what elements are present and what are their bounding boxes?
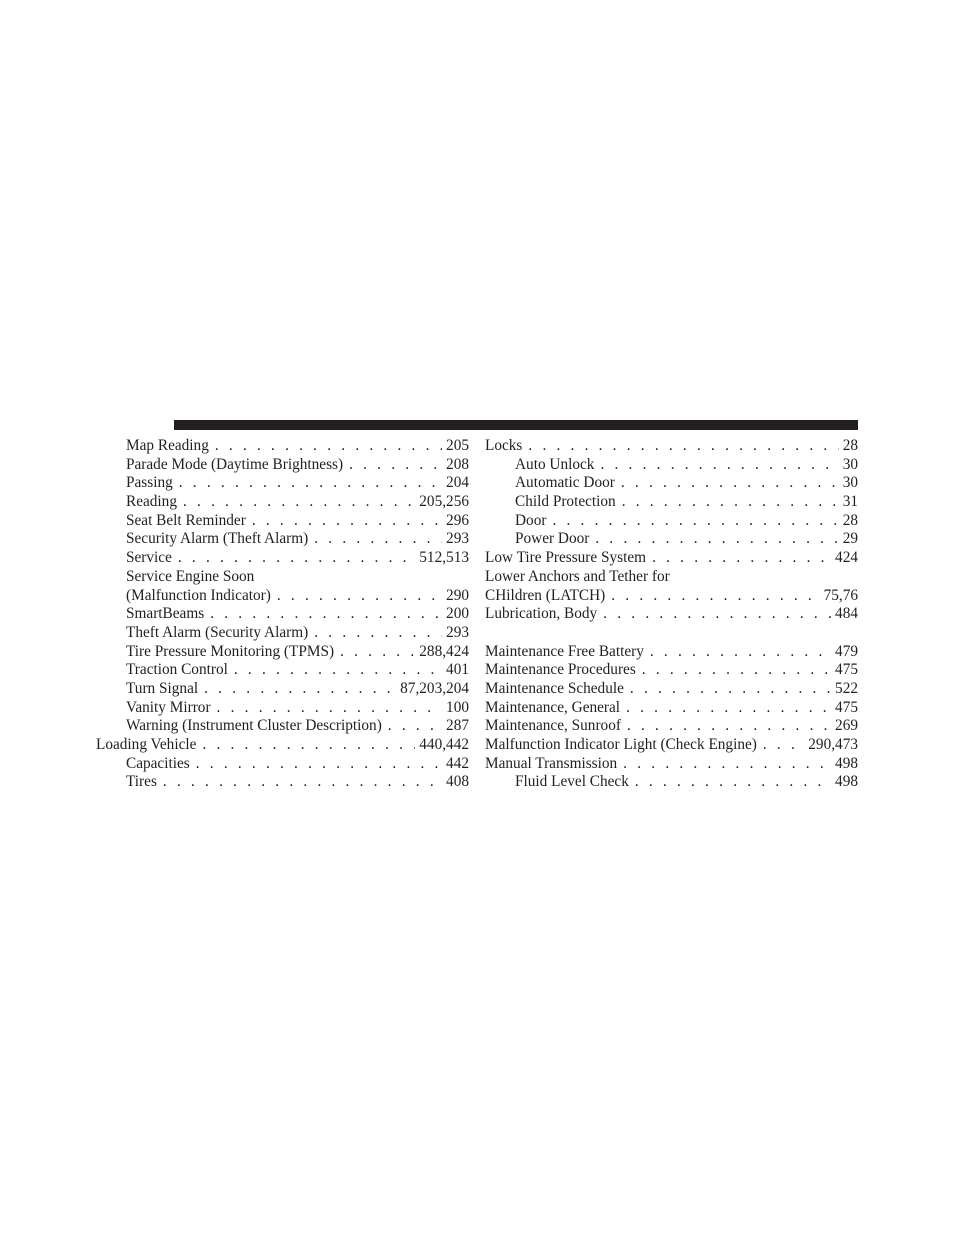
index-entry [96, 456, 469, 475]
index-entry-term: Locks [485, 437, 523, 454]
index-entry-term: Service [126, 549, 172, 567]
index-entry [96, 512, 469, 531]
index-entry [96, 717, 469, 736]
index-entry-page: 28 [842, 437, 858, 454]
index-entry [96, 699, 469, 718]
index-entry-term: Maintenance, Sunroof [485, 717, 621, 735]
dot-leader [626, 699, 831, 718]
index-entry-page: 484 [835, 605, 858, 623]
index-entry [96, 680, 469, 699]
index-entry-term: Passing [126, 474, 173, 492]
index-entry [485, 512, 858, 531]
index-entry [96, 437, 469, 456]
index-entry-term: Capacities [126, 754, 190, 772]
dot-leader [314, 530, 442, 549]
index-entry [485, 773, 858, 792]
index-entry-page: 296 [446, 511, 469, 529]
index-entry [485, 755, 858, 774]
index-entry [96, 530, 469, 549]
index-entry [96, 736, 469, 755]
index-entry-page: 293 [446, 623, 469, 641]
index-entry [485, 493, 858, 512]
index-entry-page: 401 [446, 661, 469, 679]
index-entry [96, 587, 469, 606]
index-entry-page: 269 [835, 717, 858, 735]
index-entry-page: 287 [446, 717, 469, 735]
index-entry [485, 699, 858, 718]
index-entry-page: 31 [842, 493, 858, 511]
index-entry-term: Automatic Door [515, 474, 615, 492]
index-entry-page: 30 [842, 474, 858, 492]
dot-leader [603, 605, 831, 624]
index-entry [485, 474, 858, 493]
index-entry-page: 479 [835, 642, 858, 660]
dot-leader [627, 717, 831, 736]
index-entry-page: 200 [446, 605, 469, 623]
index-entry-term: Auto Unlock [515, 455, 595, 473]
index-entry-term: Security Alarm (Theft Alarm) [126, 530, 309, 548]
index-entry-term: Vanity Mirror [126, 698, 211, 716]
index-entry-term: Loading Vehicle [96, 736, 197, 753]
dot-leader [622, 493, 839, 512]
index-entry [96, 661, 469, 680]
index-entry-term: Maintenance, General [485, 698, 621, 716]
index-entry-page: 75,76 [823, 586, 858, 604]
index-entry-term: Manual Transmission [485, 754, 618, 772]
index-entry-term: SmartBeams [126, 605, 205, 623]
index-entry-term: Traction Control [126, 661, 228, 679]
index-entry-term: Parade Mode (Daytime Brightness) [126, 455, 344, 473]
dot-leader [630, 680, 831, 699]
dot-leader [650, 643, 831, 662]
index-entry-page: 408 [446, 773, 469, 791]
index-entry [96, 624, 469, 643]
dot-leader [183, 493, 415, 512]
index-entry-term: (Malfunction Indicator) [126, 586, 271, 604]
index-entry-term: Tires [126, 773, 157, 791]
index-entry-term: Reading [126, 493, 177, 511]
dot-leader [340, 643, 415, 662]
index-entry [485, 661, 858, 680]
index-entry-term: Lubrication, Body [485, 605, 598, 623]
index-entry-page: 424 [835, 549, 858, 567]
index-entry-page: 204 [446, 474, 469, 492]
index-entry [485, 624, 858, 643]
dot-leader [196, 755, 442, 774]
index-entry-page: 100 [446, 698, 469, 716]
index-entry [96, 474, 469, 493]
index-entry-term: Malfunction Indicator Light (Check Engine) [485, 736, 757, 753]
index-entry-page: 475 [835, 698, 858, 716]
dot-leader [178, 549, 415, 568]
dot-leader [763, 736, 804, 755]
index-entry [485, 717, 858, 736]
index-entry-page: 290,473 [808, 736, 858, 753]
index-entry-term: Warning (Instrument Cluster Description) [126, 717, 382, 735]
index-entry [485, 456, 858, 475]
dot-leader [652, 549, 831, 568]
index-entry-term: Maintenance Free Battery [485, 642, 644, 660]
dot-leader [234, 661, 442, 680]
index-entry-page: 29 [842, 530, 858, 548]
dot-leader [600, 456, 838, 475]
index-entry-page: 512,513 [419, 549, 469, 567]
dot-leader [210, 605, 442, 624]
dot-leader [314, 624, 442, 643]
index-column-left [96, 437, 469, 792]
index-entry-page: 288,424 [419, 642, 469, 660]
index-entry-term: Tire Pressure Monitoring (TPMS) [126, 642, 335, 660]
index-entry-page: 475 [835, 661, 858, 679]
dot-leader [202, 736, 415, 755]
index-entry-page: 440,442 [419, 736, 469, 753]
dot-leader [621, 474, 839, 493]
index-entry [485, 736, 858, 755]
dot-leader [217, 699, 443, 718]
index-entry-term: CHildren (LATCH) [485, 586, 606, 604]
index-entry-page: 442 [446, 754, 469, 772]
dot-leader [611, 587, 819, 606]
index-entry-term: Turn Signal [126, 679, 199, 697]
dot-leader [388, 717, 442, 736]
index-entry-term: Maintenance Procedures [485, 661, 636, 679]
index-entry [485, 568, 858, 587]
dot-leader [349, 456, 442, 475]
index-entry [485, 643, 858, 662]
index-entry-page: 28 [842, 511, 858, 529]
index-entry-term: Maintenance Schedule [485, 679, 624, 697]
dot-leader [528, 437, 838, 456]
dot-leader [635, 773, 831, 792]
index-entry [96, 755, 469, 774]
index-entry-term: Child Protection [515, 493, 616, 511]
index-entry-page: 498 [835, 754, 858, 772]
dot-leader [204, 680, 396, 699]
index-entry-page: 208 [446, 455, 469, 473]
index-entry-page: 290 [446, 586, 469, 604]
dot-leader [215, 437, 442, 456]
index-entry-page: 498 [835, 773, 858, 791]
dot-leader [623, 755, 831, 774]
dot-leader [552, 512, 838, 531]
index-entry [485, 549, 858, 568]
index-entry-term: Service Engine Soon [126, 567, 255, 585]
index-entry-page: 205 [446, 437, 469, 454]
index-entry-term: Door [515, 511, 547, 529]
index-entry-page: 293 [446, 530, 469, 548]
index-entry [485, 605, 858, 624]
dot-leader [277, 587, 442, 606]
index-entry-term: Fluid Level Check [515, 773, 629, 791]
dot-leader [179, 474, 442, 493]
header-rule [174, 420, 858, 430]
index-entry-page: 30 [842, 455, 858, 473]
index-entry [96, 643, 469, 662]
index-entry [96, 605, 469, 624]
index-entry-term: Power Door [515, 530, 590, 548]
dot-leader [642, 661, 831, 680]
index-entry [485, 530, 858, 549]
dot-leader [595, 530, 838, 549]
index-entry [485, 587, 858, 606]
index-entry-page: 87,203,204 [400, 679, 469, 697]
index-entry [96, 549, 469, 568]
index-entry [96, 773, 469, 792]
index-entry [485, 680, 858, 699]
index-entry-term: Low Tire Pressure System [485, 549, 647, 567]
index-entry-term: Seat Belt Reminder [126, 511, 246, 529]
dot-leader [252, 512, 442, 531]
index-entry-term: Theft Alarm (Security Alarm) [126, 623, 309, 641]
index-entry [96, 493, 469, 512]
dot-leader [163, 773, 442, 792]
index-entry-term: Map Reading [126, 437, 209, 454]
index-column-right [485, 437, 858, 792]
index-entry [485, 437, 858, 456]
index-entry [96, 568, 469, 587]
index-entry-page: 522 [835, 679, 858, 697]
index-entry-page: 205,256 [419, 493, 469, 511]
index-entry-term: Lower Anchors and Tether for [485, 567, 670, 585]
